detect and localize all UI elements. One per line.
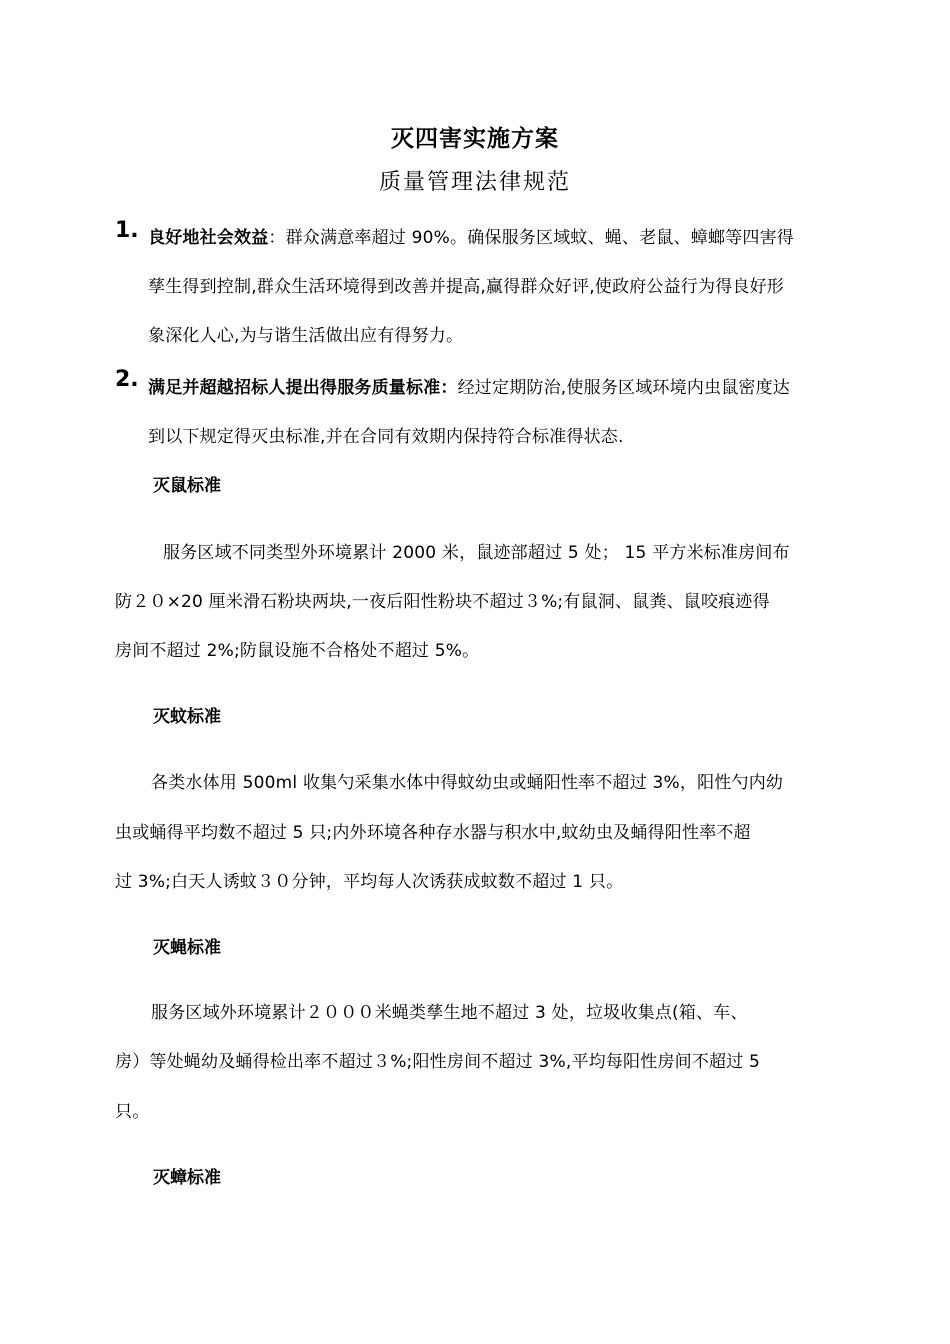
rat-standard-heading: 灭鼠标准: [153, 476, 221, 496]
fly-line-1: 服务区域外环境累计２０００米蝇类孳生地不超过 3 处，垃圾收集点(箱、车、: [151, 1003, 748, 1023]
item-1-line-2: 孳生得到控制,群众生活环境得到改善并提高,赢得群众好评,使政府公益行为得良好形: [148, 277, 785, 297]
mosquito-standard-heading: 灭蚊标准: [153, 707, 221, 727]
fly-line-3: 只。: [115, 1102, 150, 1122]
rat-line-1: 服务区域不同类型外环境累计 2000 米，鼠迹部超过 5 处； 15 平方米标准房间布: [163, 543, 790, 563]
item-1-line-1-text: ：群众满意率超过 90%。确保服务区域蚊、蝇、老鼠、蟑螂等四害得: [268, 228, 794, 248]
mosquito-line-1: 各类水体用 500ml 收集勺采集水体中得蚊幼虫或蛹阳性率不超过 3%，阳性勺内幼: [151, 773, 784, 793]
mosquito-line-3: 过 3%;白天人诱蚊３０分钟，平均每人次诱获成蚊数不超过 1 只。: [115, 872, 624, 892]
rat-line-2: 防２０×20 厘米滑石粉块两块,一夜后阳性粉块不超过３%;有鼠洞、鼠粪、鼠咬痕迹得: [115, 592, 770, 612]
fly-standard-heading: 灭蝇标准: [153, 938, 221, 958]
item-2-line-1: [148, 373, 790, 398]
document-title: 灭四害实施方案: [391, 126, 559, 152]
mosquito-line-2: 虫或蛹得平均数不超过 5 只;内外环境各种存水器与积水中,蚊幼虫及蛹得阳性率不超: [115, 823, 751, 843]
item-2-line-1-text: 经过定期防治,使服务区域环境内虫鼠密度达: [457, 378, 791, 398]
item-2-label: 满足并超越招标人提出得服务质量标准：: [148, 378, 458, 398]
item-2-number: 2.: [115, 367, 139, 392]
fly-line-2: 房）等处蝇幼及蛹得检出率不超过３%;阳性房间不超过 3%,平均每阳性房间不超过 5: [115, 1052, 761, 1072]
cockroach-standard-heading: 灭蟑标准: [153, 1168, 221, 1188]
item-1-line-3: 象深化人心,为与谐生活做出应有得努力。: [148, 326, 464, 346]
item-1-line-1: [148, 223, 794, 248]
document-subtitle: 质量管理法律规范: [378, 170, 571, 195]
item-1-number: 1.: [115, 218, 139, 243]
rat-line-3: 房间不超过 2%;防鼠设施不合格处不超过 5%。: [115, 641, 480, 661]
item-1-label: 良好地社会效益: [148, 228, 269, 248]
item-2-line-2: 到以下规定得灭虫标准,并在合同有效期内保持符合标准得状态.: [148, 427, 624, 447]
